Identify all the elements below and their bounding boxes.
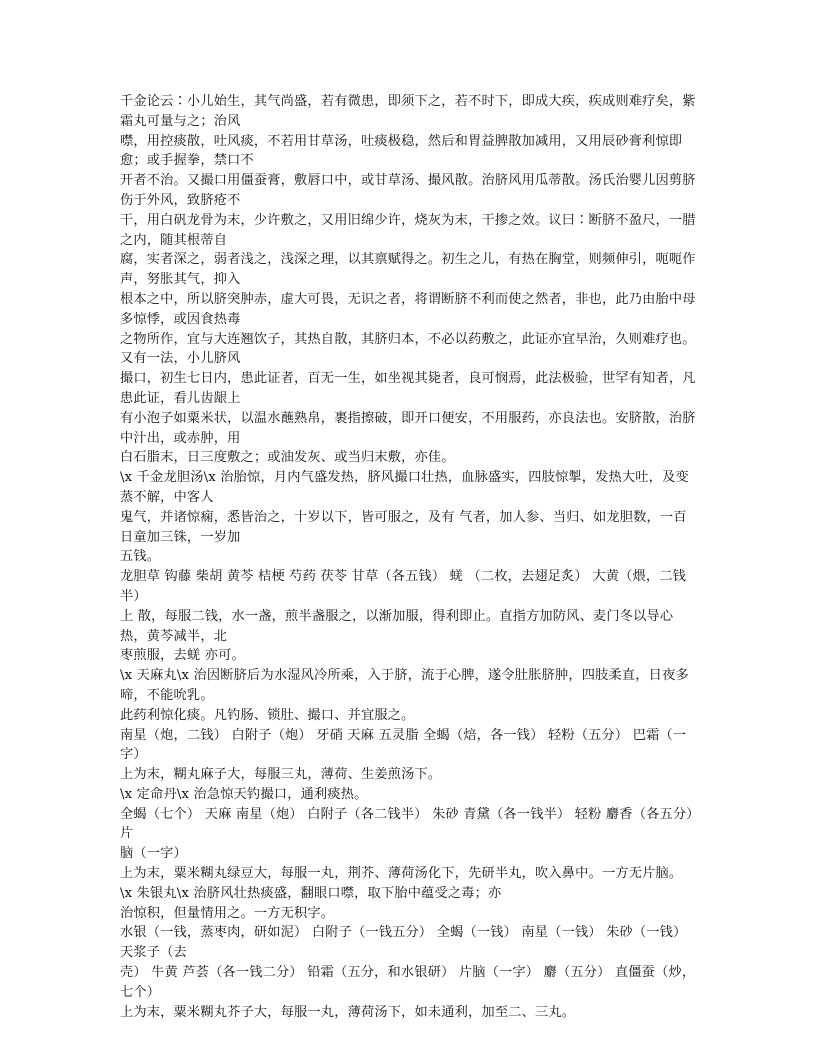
text-line-16: 枣煎服，去蜣 亦可。 <box>120 648 245 664</box>
text-line-25: \x 朱银丸\x 治脐风壮热痰盛，翻眼口噤，取下胎中蕴受之毒；亦 <box>120 885 502 901</box>
text-line-14: 龙胆草 钩藤 柴胡 黄芩 桔梗 芍药 茯苓 甘草（各五钱） 蜣 （二枚，去翅足炙） 大黄（煨，二钱半） <box>120 569 687 604</box>
document-body <box>120 92 700 1022</box>
text-line-23: 脑（一字） <box>120 846 187 862</box>
text-line-19: 南星（炮，二钱） 白附子（炮） 牙硝 天麻 五灵脂 全蝎（焙，各一钱） 轻粉（五分） 巴霜（一字） <box>120 727 687 763</box>
text-line-26: 治惊积，但量情用之。一方无积字。 <box>120 905 335 921</box>
text-line-1: 千金论云∶小儿始生，其气尚盛，若有微患，即须下之，若不时下，即成大疾，疾成则难疗矣，紫霜丸可量与之；治风 <box>120 94 696 129</box>
text-line-8: 撮口，初生七日内，患此证者，百无一生，如坐视其毙者，良可悯焉，此法极验，世罕有知者，凡患此证，看儿齿龈上 <box>120 371 696 406</box>
text-line-28: 壳） 牛黄 芦荟（各一钱二分） 铅霜（五分，和水银研） 片脑（一字） 麝（五分） 直僵蚕（炒，七个） <box>120 965 696 1000</box>
text-line-4: 干，用白矾龙骨为末，少许敷之，又用旧绵少许，烧灰为末，干掺之效。议曰∶断脐不盈尺，一腊之内，随其根蒂自 <box>120 212 696 248</box>
text-line-29: 上为末，粟米糊丸芥子大，每服一丸，薄荷汤下，如未通利，加至二、三丸。 <box>120 1004 576 1020</box>
text-line-21: \x 定命丹\x 治急惊天钓撮口，通利痰热。 <box>120 786 368 802</box>
text-line-3: 开者不治。又撮口用僵蚕膏，敷唇口中，或甘草汤、撮风散。治脐风用瓜蒂散。汤氏治婴儿因剪脐伤于外风，致脐疮不 <box>120 173 696 208</box>
text-line-18: 此药利惊化痰。凡钓肠、锁肚、撮口、并宜服之。 <box>120 707 415 723</box>
text-line-5: 腐，实者深之，弱者浅之，浅深之理，以其禀赋得之。初生之儿，有热在胸堂，则频伸引，呃呃作声，努胀其气，抑入 <box>120 252 696 288</box>
text-line-2: 噤，用控痰散，吐风痰，不若用甘草汤，吐痰极稳，然后和胃益脾散加减用，又用辰砂膏利惊即愈；或手握拳，禁口不 <box>120 133 683 169</box>
text-line-10: 白石脂末，日三度敷之；或油发灰、或当归末敷，亦佳。 <box>120 450 455 466</box>
text-line-17: \x 天麻丸\x 治因断脐后为水湿风冷所乘，入于脐，流于心脾，遂令肚胀脐肿，四肢柔直，日夜多啼，不能吮乳。 <box>120 668 689 703</box>
text-line-6: 根本之中，所以脐突肿赤，虚大可畏，无识之者，将谓断脐不利而使之然者，非也，此乃由胎中母多惊悸，或因食热毒 <box>120 291 696 327</box>
text-line-13: 五钱。 <box>120 549 161 565</box>
text-line-24: 上为末，粟米糊丸绿豆大，每服一丸，荆芥、薄荷汤化下，先研半丸，吹入鼻中。一方无片脑。 <box>120 866 683 882</box>
text-line-20: 上为末，糊丸麻子大，每服三丸，薄荷、生姜煎汤下。 <box>120 767 442 783</box>
text-line-9: 有小泡子如粟米状，以温水蘸熟帛，裹指擦破，即开口便安，不用服药，亦良法也。安脐散，治脐中汁出，或赤肿，用 <box>120 410 696 446</box>
text-line-27: 水银（一钱，蒸枣肉，研如泥） 白附子（一钱五分） 全蝎（一钱） 南星（一钱） 朱砂（一钱） 天浆子（去 <box>120 925 687 961</box>
text-line-15: 上 散，每服二钱，水一盏，煎半盏服之，以渐加服，得利即止。直指方加防风、麦门冬以导心热，黄芩减半，北 <box>120 608 674 644</box>
text-line-12: 鬼气，并诸惊痫，悉皆治之，十岁以下，皆可服之，及有 气者，加人参、当归、如龙胆数，一百日童加三铢，一岁加 <box>120 509 687 545</box>
text-line-7: 之物所作，宜与大连翘饮子，其热自散，其脐归本，不必以药敷之，此证亦宜早治，久则难疗也。又有一法，小儿脐风 <box>120 331 696 367</box>
text-line-22: 全蝎（七个） 天麻 南星（炮） 白附子（各二钱半） 朱砂 青黛（各一钱半） 轻粉 麝香（各五分） 片 <box>120 806 700 842</box>
text-line-11: \x 千金龙胆汤\x 治胎惊，月内气盛发热，脐风撮口壮热，血脉盛实，四肢惊掣，发热大吐，及变蒸不解，中客人 <box>120 470 689 505</box>
